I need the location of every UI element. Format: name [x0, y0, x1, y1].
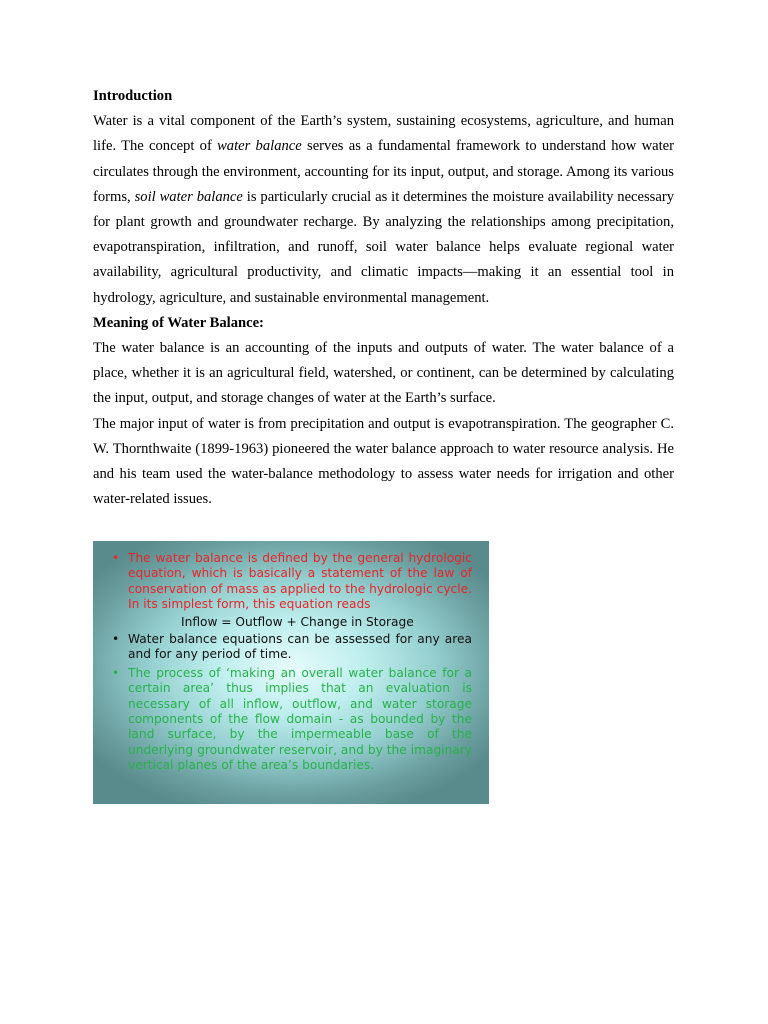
document-body — [93, 84, 674, 512]
slide-bullet-process — [112, 666, 472, 774]
intro-emphasis-water-balance: water balance — [217, 138, 302, 155]
meaning-paragraph-1: The water balance is an accounting of the inputs and outputs of water. The water balance of a place, whether it is an agricultural field, watershed, or continent, can be determined by calculating the input, output, and storage changes of water at the Earth’s surface. — [93, 340, 674, 407]
slide-bullet-assessment — [112, 632, 472, 663]
intro-text-2: serves as a fundamental framework to understand how water circulates through the environment, accounting for its input, output, and storage. Among its various forms, — [93, 138, 675, 205]
bullet-dot: • — [112, 551, 120, 565]
meaning-heading: Meaning of Water Balance: — [93, 314, 264, 331]
slide-bullet-definition-text: The water balance is defined by the general hydrologic equation, which is basically a statement of the law of conservation of mass as applied to the hydrologic cycle. In its simplest form, this equation reads — [128, 551, 472, 612]
intro-text-1: Water is a vital component of the Earth’s system, sustaining ecosystems, agriculture, and human life. The concept of — [93, 113, 674, 155]
slide-bullet-assessment-text: Water balance equations can be assessed for any area and for any period of time. — [128, 632, 472, 662]
intro-emphasis-soil-water-balance: soil water balance — [134, 188, 243, 205]
bullet-dot: • — [112, 632, 120, 647]
intro-text-3: is particularly crucial as it determines the moisture availability necessary for plant growth and groundwater recharge. By analyzing the relationships among precipitation, evapotranspiration, infiltration, and runoff, soil water balance helps evaluate regional water availability, agricultural productivity, and climatic impacts—making it an essential tool in hydrology, agriculture, and sustainable environmental management. — [93, 188, 674, 306]
meaning-paragraph-2: The major input of water is from precipitation and output is evapotranspiration. The geographer C. W. Thornthwaite (1899-1963) pioneered the water balance approach to water resource analysis. He and his team used the water-balance methodology to assess water needs for irrigation and other water-related issues. — [93, 415, 674, 508]
slide-bullet-process-text: The process of ‘making an overall water balance for a certain area’ thus implies that an evaluation is necessary of all inflow, outflow, and water storage components of the flow domain - as bounded by the land surface, by the impermeable base of the underlying groundwater reservoir, and by the imaginary vertical planes of the area’s boundaries. — [128, 665, 472, 773]
water-balance-slide-image — [93, 541, 489, 804]
bullet-dot: • — [112, 665, 120, 680]
introduction-heading: Introduction — [93, 88, 173, 104]
introduction-paragraph — [93, 109, 674, 311]
slide-equation: Inflow = Outflow + Change in Storage — [181, 614, 414, 629]
slide-bullet-definition — [112, 551, 472, 613]
